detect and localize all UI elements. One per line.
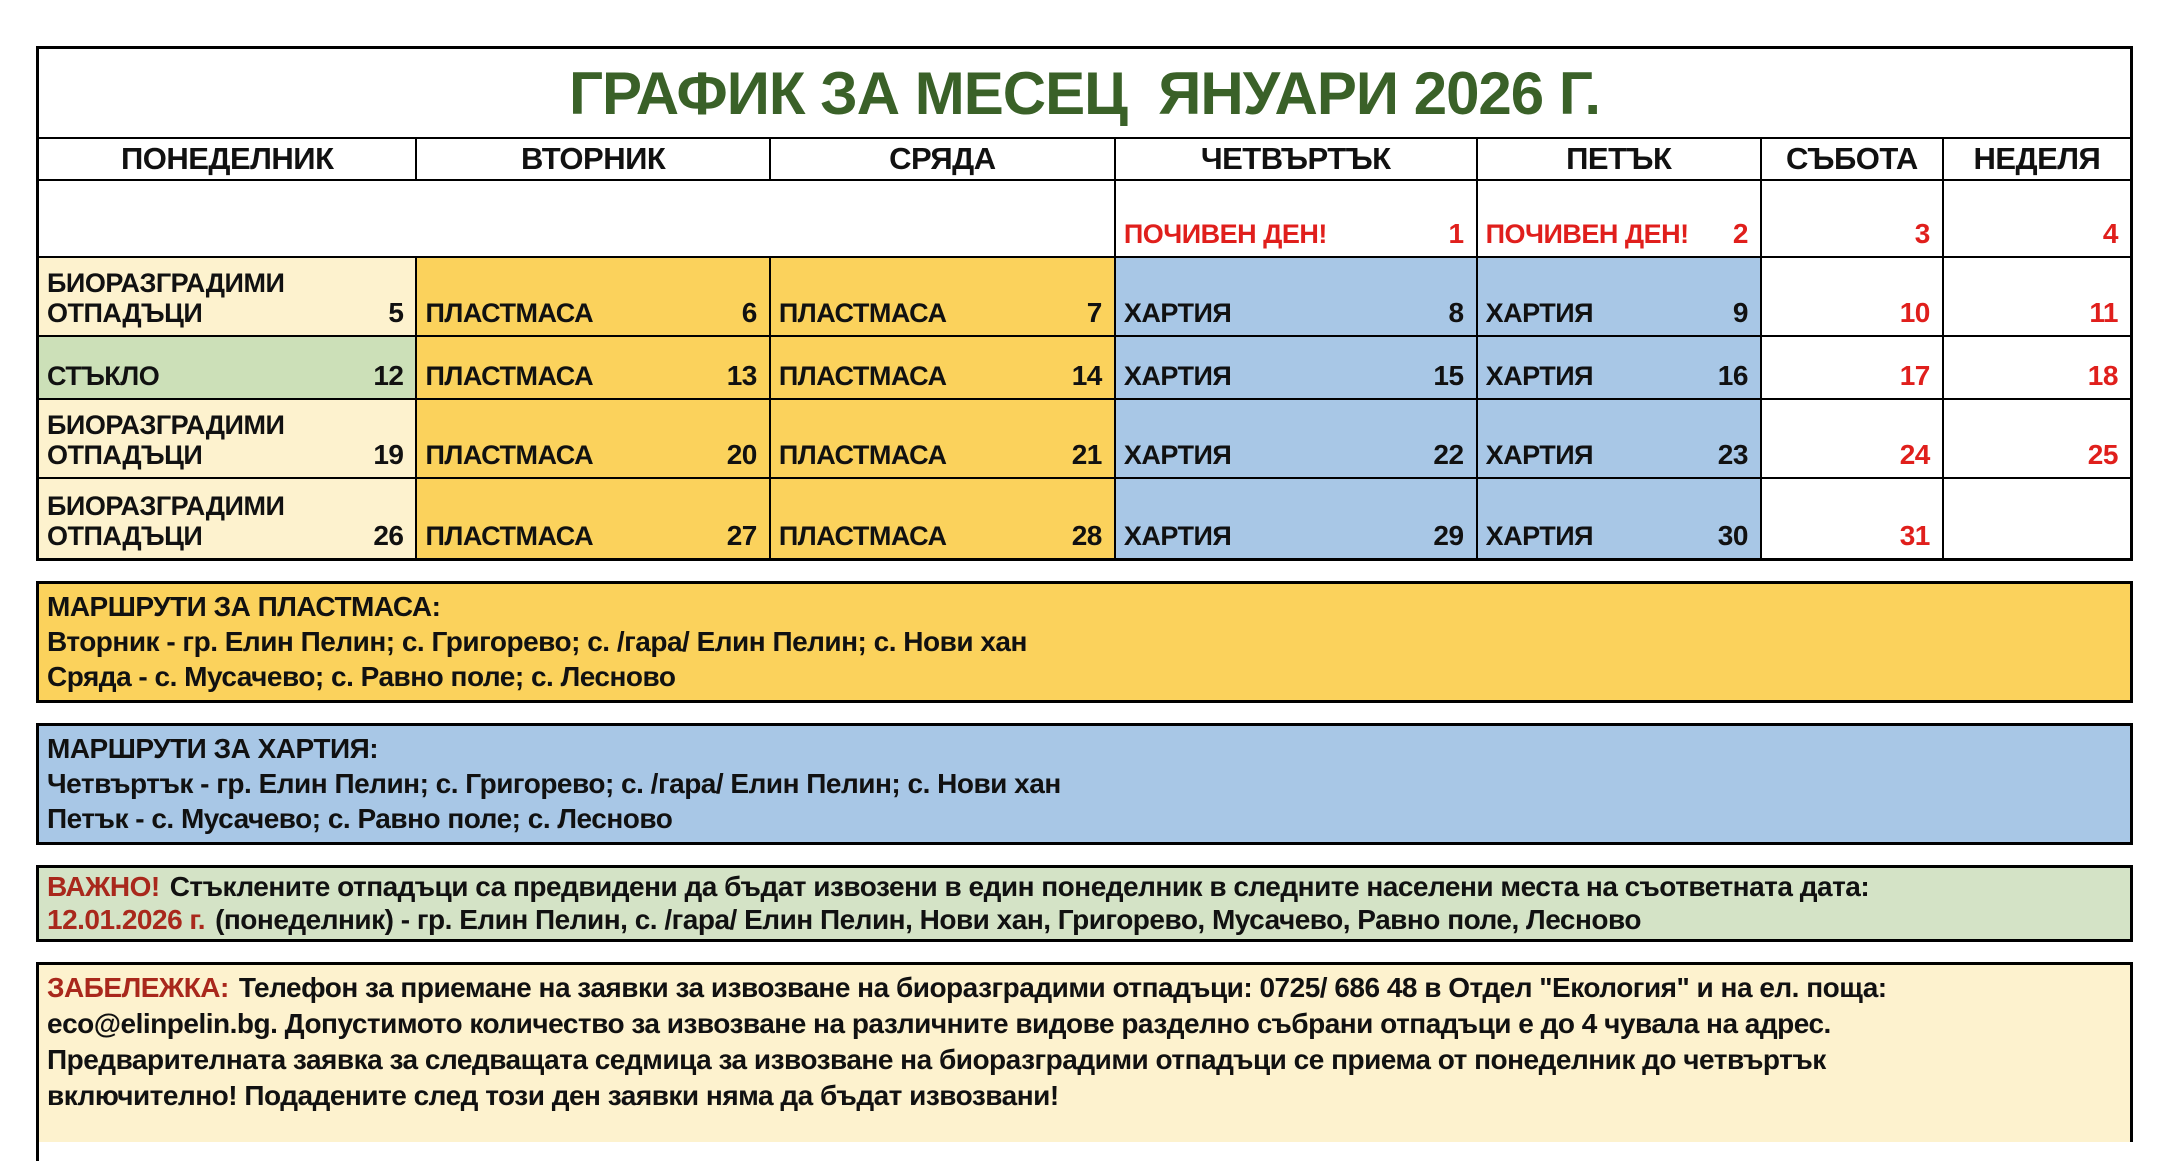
cell-content [1952, 440, 2118, 470]
paper-routes-line: Петък - с. Мусачево; с. Равно поле; с. Лесново [47, 803, 673, 834]
cell-content [425, 440, 756, 470]
cell-content [1486, 521, 1748, 551]
calendar-cell-day-15 [1116, 337, 1478, 400]
cell-content [1124, 219, 1464, 249]
note-line: включително! Подадените след този ден заявки няма да бъдат извозвани! [47, 1080, 1059, 1111]
calendar-cell-day-6 [417, 258, 770, 337]
waste-type-label: ХАРТИЯ [1485, 361, 1594, 391]
calendar-grid [39, 139, 2130, 558]
plastic-routes-box [36, 581, 2133, 703]
calendar-cell-day-7 [771, 258, 1116, 337]
calendar-cell-day-4 [1944, 181, 2130, 258]
day-number: 29 [1433, 520, 1464, 551]
cell-content [1770, 219, 1930, 249]
day-number: 2 [1732, 218, 1748, 249]
calendar-cell-empty [39, 181, 1116, 258]
day-number: 27 [726, 520, 757, 551]
calendar-cell-day-27 [417, 479, 770, 558]
important-text: (понеделник) - гр. Елин Пелин, с. /гара/ Елин Пелин, Нови хан, Григорево, Мусачево, Равно поле, Лесново [215, 904, 1641, 935]
calendar-cell-day-21 [771, 400, 1116, 479]
day-number: 18 [2087, 360, 2118, 391]
day-number: 23 [1717, 439, 1748, 470]
day-number: 10 [1899, 297, 1930, 328]
calendar-cell-day-20 [417, 400, 770, 479]
day-number: 13 [726, 360, 757, 391]
important-box [36, 865, 2133, 942]
waste-type-label: ХАРТИЯ [1123, 361, 1232, 391]
calendar-cell-day-14 [771, 337, 1116, 400]
calendar-cell-day-13 [417, 337, 770, 400]
calendar-cell-day-18 [1944, 337, 2130, 400]
day-number: 1 [1448, 218, 1464, 249]
cell-content [47, 410, 403, 470]
calendar-cell-day-22 [1116, 400, 1478, 479]
cell-content [779, 361, 1102, 391]
cell-content [1124, 298, 1464, 328]
note-text: Телефон за приемане на заявки за извозване на биоразградими отпадъци: 0725/ 686 48 в Отдел "Екология" и на ел. поща: [238, 972, 1887, 1003]
day-number: 28 [1071, 520, 1102, 551]
day-number: 11 [2089, 297, 2118, 328]
plastic-routes-heading: МАРШРУТИ ЗА ПЛАСТМАСА: [47, 591, 441, 622]
day-number: 22 [1433, 439, 1464, 470]
cell-content [1486, 219, 1748, 249]
waste-type-label: ПЛАСТМАСА [425, 440, 594, 470]
cell-content [1124, 361, 1464, 391]
note-line: eco@elinpelin.bg. Допустимото количество за извозване на различните видове разделно събрани отпадъци е до 4 чувала на адрес. [47, 1008, 1831, 1039]
day-number: 7 [1086, 297, 1102, 328]
calendar-cell-day-26 [39, 479, 417, 558]
note-line [47, 970, 2120, 1006]
calendar-cell-day-23 [1478, 400, 1762, 479]
day-header-tuesday: ВТОРНИК [417, 139, 770, 181]
waste-type-label: ХАРТИЯ [1485, 521, 1594, 551]
cell-content [425, 361, 756, 391]
cell-content [1124, 440, 1464, 470]
calendar-cell-day-25 [1944, 400, 2130, 479]
day-number: 19 [373, 439, 404, 470]
cell-content [1770, 298, 1930, 328]
important-line [47, 870, 2120, 903]
calendar-cell-day-2 [1478, 181, 1762, 258]
waste-type-label: ХАРТИЯ [1123, 298, 1232, 328]
day-number: 25 [2087, 439, 2118, 470]
waste-type-label: БИОРАЗГРАДИМИ ОТПАДЪЦИ [47, 491, 285, 551]
calendar-cell-empty [1944, 479, 2130, 558]
waste-type-label: ПЛАСТМАСА [425, 298, 594, 328]
waste-type-label: ПЛАСТМАСА [778, 440, 947, 470]
calendar-cell-day-1 [1116, 181, 1478, 258]
calendar-cell-day-10 [1762, 258, 1944, 337]
calendar-cell-day-9 [1478, 258, 1762, 337]
calendar-cell-day-12 [39, 337, 417, 400]
cell-content [779, 521, 1102, 551]
day-header-wednesday: СРЯДА [771, 139, 1116, 181]
cell-content [1952, 361, 2118, 391]
day-number: 9 [1732, 297, 1748, 328]
waste-type-label: ПЛАСТМАСА [425, 521, 594, 551]
calendar-cell-day-28 [771, 479, 1116, 558]
calendar-cell-day-17 [1762, 337, 1944, 400]
day-number: 8 [1448, 297, 1464, 328]
paper-routes-box [36, 723, 2133, 845]
calendar-cell-day-30 [1478, 479, 1762, 558]
note-label: ЗАБЕЛЕЖКА: [47, 972, 229, 1003]
page-title: ГРАФИК ЗА МЕСЕЦ ЯНУАРИ 2026 Г. [39, 49, 2130, 139]
day-number: 31 [1899, 520, 1930, 551]
calendar-cell-day-24 [1762, 400, 1944, 479]
calendar-cell-day-29 [1116, 479, 1478, 558]
day-header-sunday: НЕДЕЛЯ [1944, 139, 2130, 181]
day-number: 24 [1899, 439, 1930, 470]
cell-content [47, 268, 403, 328]
plastic-routes-line: Сряда - с. Мусачево; с. Равно поле; с. Лесново [47, 661, 676, 692]
cell-content [47, 361, 403, 391]
day-number: 30 [1717, 520, 1748, 551]
day-header-saturday: СЪБОТА [1762, 139, 1944, 181]
note-box-edge [36, 1142, 39, 1161]
cell-content [1770, 521, 1930, 551]
waste-type-label: ПЛАСТМАСА [778, 521, 947, 551]
note-box [36, 962, 2133, 1142]
calendar-cell-day-5 [39, 258, 417, 337]
cell-content [425, 298, 756, 328]
cell-content [1486, 361, 1748, 391]
waste-type-label: БИОРАЗГРАДИМИ ОТПАДЪЦИ [47, 410, 285, 470]
day-number: 20 [726, 439, 757, 470]
waste-type-label: ХАРТИЯ [1123, 440, 1232, 470]
cell-content [1124, 521, 1464, 551]
waste-type-label: ПОЧИВЕН ДЕН! [1123, 219, 1327, 249]
waste-type-label: ПОЧИВЕН ДЕН! [1485, 219, 1689, 249]
cell-content [779, 440, 1102, 470]
important-date: 12.01.2026 г. [47, 904, 206, 935]
cell-content [779, 298, 1102, 328]
waste-type-label: ПЛАСТМАСА [778, 298, 947, 328]
waste-type-label: ХАРТИЯ [1485, 440, 1594, 470]
paper-routes-line: Четвъртък - гр. Елин Пелин; с. Григорево; с. /гара/ Елин Пелин; с. Нови хан [47, 768, 1061, 799]
cell-content [47, 491, 403, 551]
note-line: Предварителната заявка за следващата седмица за извозване на биоразградими отпадъци се приема от понеделник до четвъртък [47, 1044, 1826, 1075]
calendar-table [36, 46, 2133, 561]
day-number: 17 [1899, 360, 1930, 391]
day-number: 14 [1071, 360, 1102, 391]
day-number: 12 [373, 360, 404, 391]
calendar-cell-day-16 [1478, 337, 1762, 400]
important-text: Стъклените отпадъци са предвидени да бъдат извозени в един понеделник в следните населени места на съответната дата: [169, 871, 1870, 902]
important-line [47, 903, 2120, 936]
day-number: 16 [1717, 360, 1748, 391]
waste-type-label: СТЪКЛО [47, 361, 160, 391]
day-number: 26 [373, 520, 404, 551]
cell-content [425, 521, 756, 551]
day-number: 6 [741, 297, 757, 328]
waste-type-label: ХАРТИЯ [1485, 298, 1594, 328]
calendar-cell-day-8 [1116, 258, 1478, 337]
calendar-cell-day-31 [1762, 479, 1944, 558]
waste-type-label: БИОРАЗГРАДИМИ ОТПАДЪЦИ [47, 268, 285, 328]
day-header-friday: ПЕТЪК [1478, 139, 1762, 181]
cell-content [1952, 298, 2118, 328]
cell-content [1770, 440, 1930, 470]
important-label: ВАЖНО! [47, 871, 160, 902]
day-number: 5 [388, 297, 404, 328]
paper-routes-heading: МАРШРУТИ ЗА ХАРТИЯ: [47, 733, 379, 764]
calendar-cell-day-3 [1762, 181, 1944, 258]
waste-type-label: ПЛАСТМАСА [778, 361, 947, 391]
day-number: 15 [1433, 360, 1464, 391]
day-header-monday: ПОНЕДЕЛНИК [39, 139, 417, 181]
cell-content [1486, 298, 1748, 328]
plastic-routes-line: Вторник - гр. Елин Пелин; с. Григорево; с. /гара/ Елин Пелин; с. Нови хан [47, 626, 1027, 657]
day-number: 3 [1914, 218, 1930, 249]
cell-content [1770, 361, 1930, 391]
calendar-cell-day-19 [39, 400, 417, 479]
day-header-thursday: ЧЕТВЪРТЪК [1116, 139, 1478, 181]
cell-content [1486, 440, 1748, 470]
waste-type-label: ХАРТИЯ [1123, 521, 1232, 551]
waste-type-label: ПЛАСТМАСА [425, 361, 594, 391]
cell-content [1952, 219, 2118, 249]
calendar-cell-day-11 [1944, 258, 2130, 337]
day-number: 21 [1071, 439, 1102, 470]
day-number: 4 [2102, 218, 2118, 249]
